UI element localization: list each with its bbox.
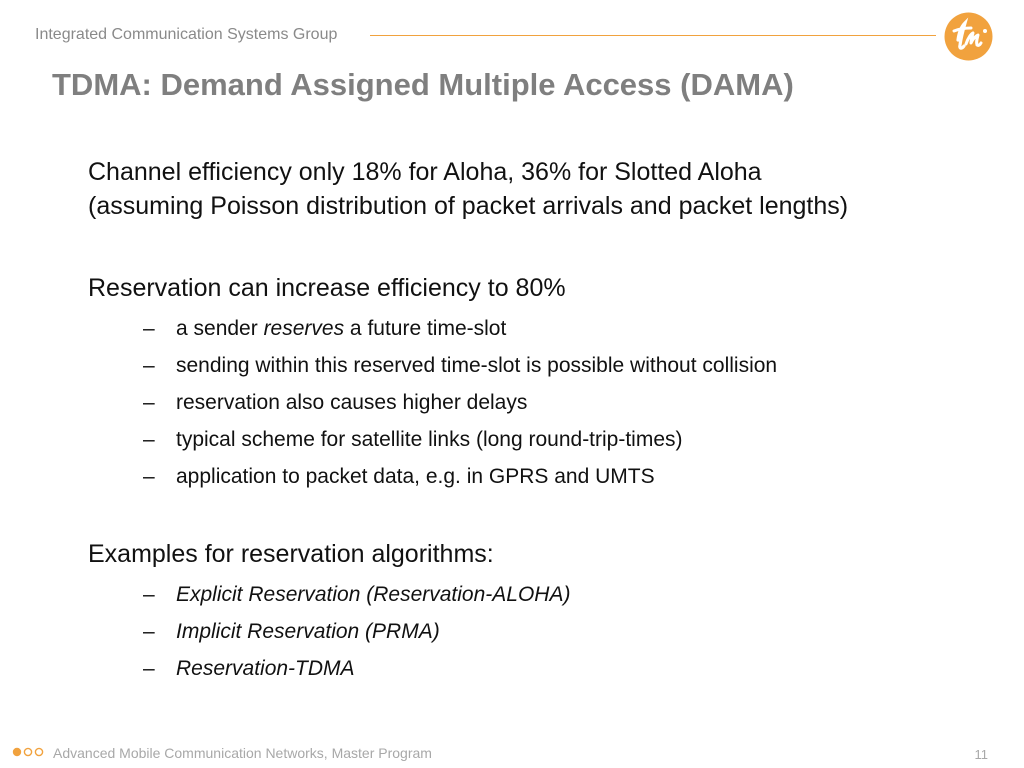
dash-marker: –: [143, 583, 155, 606]
bullet-item: [88, 576, 570, 613]
dash-marker: –: [143, 354, 155, 377]
tu-ilmenau-logo-icon: [944, 12, 993, 61]
bullet-text: application to packet data, e.g. in GPRS and UMTS: [176, 465, 655, 488]
header-rule: [370, 35, 936, 36]
bullet-item: [88, 421, 777, 458]
bullet-item: [88, 613, 570, 650]
dash-marker: –: [143, 620, 155, 643]
org-name: Integrated Communication Systems Group: [35, 26, 338, 43]
footer-dots-icon: [12, 746, 46, 758]
reservation-bullet-list: [88, 310, 777, 495]
examples-paragraph: Examples for reservation algorithms:: [88, 540, 494, 568]
footer-course-text: Advanced Mobile Communication Networks, Master Program: [53, 745, 432, 761]
paragraph-line: (assuming Poisson distribution of packet arrivals and packet lengths): [88, 192, 849, 220]
page-number: 11: [974, 747, 988, 762]
bullet-item: [88, 650, 570, 687]
bullet-item: [88, 458, 777, 495]
example-text: Reservation-TDMA: [176, 657, 355, 680]
dash-marker: –: [143, 391, 155, 414]
slide-title: TDMA: Demand Assigned Multiple Access (DAMA): [52, 67, 794, 102]
example-text: Explicit Reservation (Reservation-ALOHA): [176, 583, 571, 606]
bullet-item: [88, 384, 777, 421]
bullet-item: [88, 347, 777, 384]
emphasis-text: reserves: [263, 317, 345, 340]
channel-efficiency-paragraph: [88, 155, 848, 223]
dash-marker: –: [143, 657, 155, 680]
bullet-text: typical scheme for satellite links (long round-trip-times): [176, 428, 683, 451]
paragraph-line: Channel efficiency only 18% for Aloha, 36% for Slotted Aloha: [88, 158, 762, 186]
dash-marker: –: [143, 317, 155, 340]
bullet-text: sending within this reserved time-slot is possible without collision: [176, 354, 778, 377]
example-text: Implicit Reservation (PRMA): [176, 620, 440, 643]
dash-marker: –: [143, 465, 155, 488]
bullet-text: a future time-slot: [344, 317, 507, 340]
reservation-paragraph: Reservation can increase efficiency to 80%: [88, 274, 566, 302]
bullet-text: reservation also causes higher delays: [176, 391, 528, 414]
bullet-text: a sender: [176, 317, 264, 340]
bullet-item: [88, 310, 777, 347]
examples-bullet-list: [88, 576, 570, 687]
dash-marker: –: [143, 428, 155, 451]
